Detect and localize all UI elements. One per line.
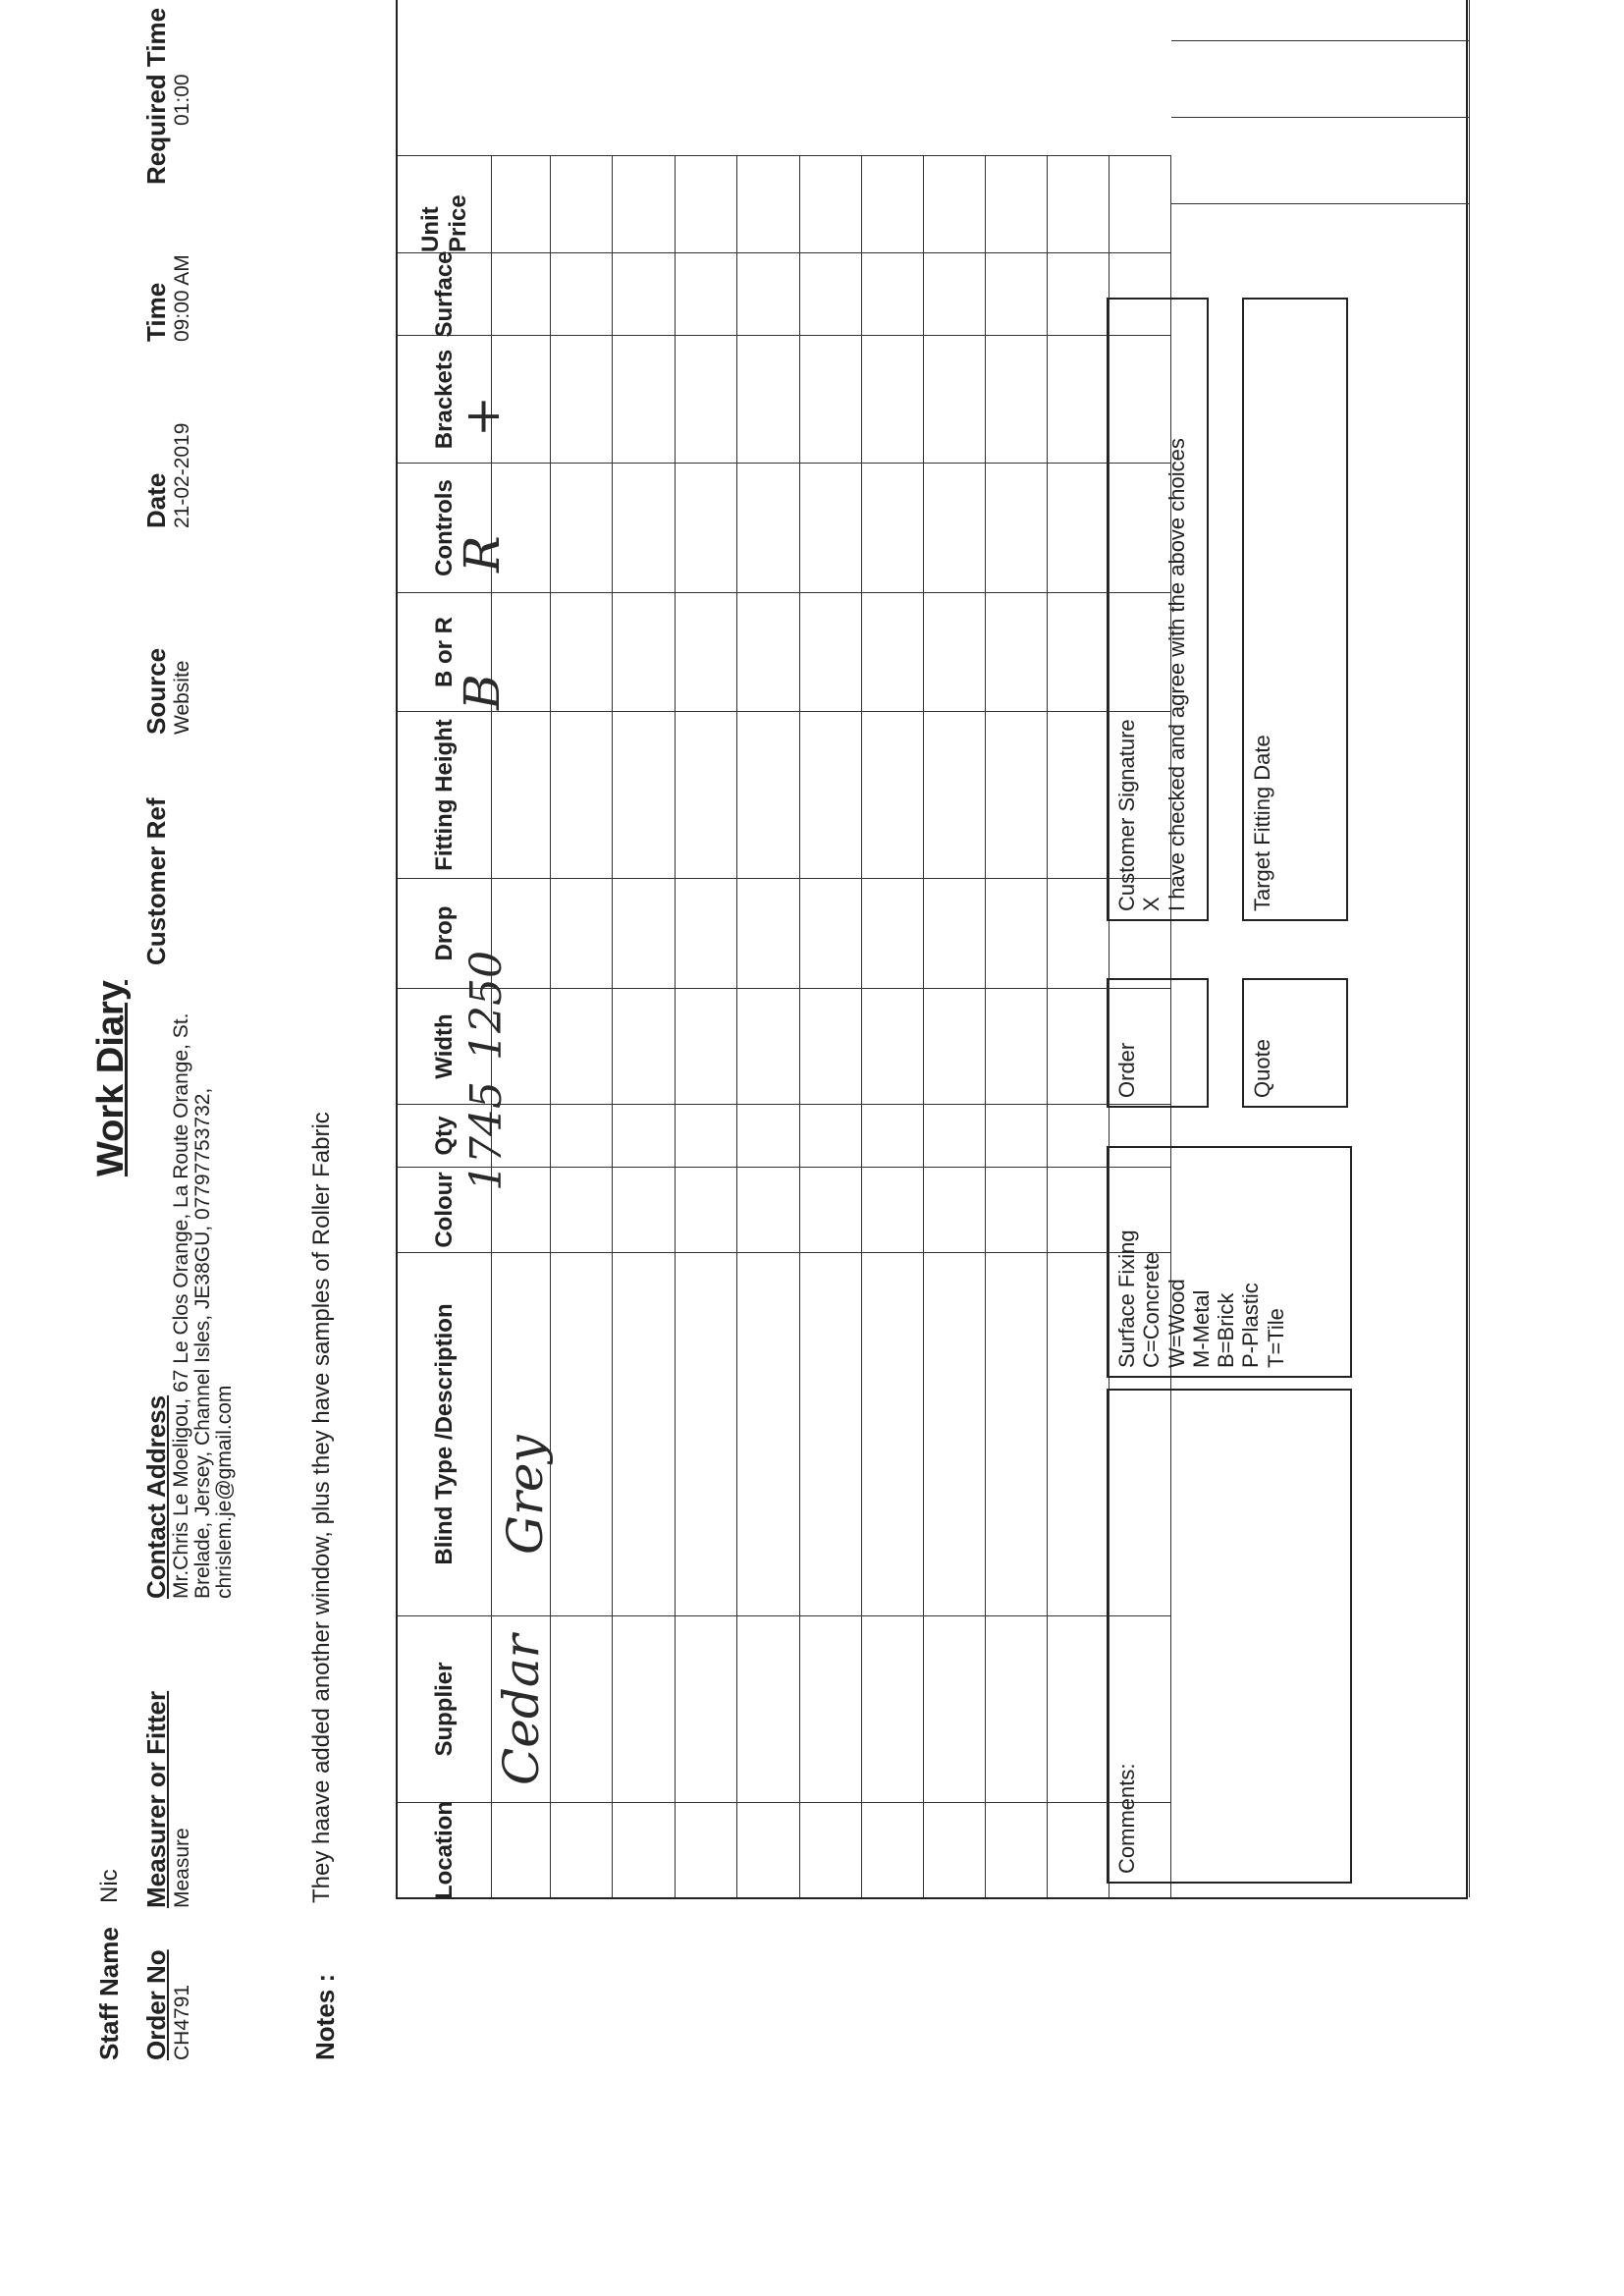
table-cell <box>862 335 924 463</box>
contact-address <box>171 1013 236 1599</box>
table-cell <box>737 711 800 878</box>
handwritten-colour: Grey <box>497 1435 554 1555</box>
table-cell <box>492 155 551 252</box>
table-cell <box>800 988 862 1104</box>
table-cell <box>551 988 613 1104</box>
table-cell <box>551 592 613 711</box>
table-cell <box>613 878 676 988</box>
table-cell <box>737 1167 800 1252</box>
table-cell <box>613 711 676 878</box>
table-cell <box>551 155 613 252</box>
table-cell <box>924 1167 986 1252</box>
table-cell <box>737 463 800 592</box>
order-box <box>1107 978 1209 1108</box>
table-cell <box>924 592 986 711</box>
column-header-fitting-height: Fitting Height <box>398 711 492 878</box>
table-cell <box>551 878 613 988</box>
table-cell <box>924 988 986 1104</box>
table-cell <box>1048 252 1110 335</box>
surface-fixing-line: M-Metal <box>1188 1289 1214 1368</box>
table-cell <box>1048 1167 1110 1252</box>
table-cell <box>737 1615 800 1802</box>
table-cell <box>800 155 862 252</box>
handwritten-drop: 1250 <box>461 951 512 1061</box>
table-cell <box>676 711 737 878</box>
staff-name-value: Nic <box>96 1869 123 1903</box>
handwritten-width: 1745 <box>461 1081 512 1191</box>
table-cell <box>862 463 924 592</box>
table-cell <box>800 463 862 592</box>
footer-divider <box>1171 40 1470 41</box>
order-label: Order <box>1114 1042 1139 1098</box>
required-time-label: Required Time <box>141 7 171 185</box>
page-title: Work Diary <box>90 980 132 1176</box>
signature-x: X <box>1139 897 1164 911</box>
table-cell <box>613 988 676 1104</box>
table-cell <box>924 1252 986 1615</box>
table-cell <box>676 335 737 463</box>
contact-line: chrislem.je@gmail.com <box>213 1385 236 1599</box>
contact-line: Mr.Chris Le Moeligou, 67 Le Clos Orange, La Route Orange, St. <box>170 1012 192 1599</box>
table-cell <box>862 1615 924 1802</box>
column-header-unit-price: Unit Price <box>398 155 492 252</box>
table-cell <box>551 1802 613 1897</box>
column-header-drop: Drop <box>398 878 492 988</box>
table-cell <box>613 252 676 335</box>
quote-box <box>1242 978 1348 1108</box>
staff-name-label: Staff Name <box>94 1927 124 2060</box>
column-header-blind-type: Blind Type /Description <box>398 1252 492 1615</box>
table-cell <box>986 878 1048 988</box>
table-cell <box>492 1252 551 1615</box>
table-cell <box>862 988 924 1104</box>
table-cell <box>1048 1802 1110 1897</box>
comments-label: Comments: <box>1114 1763 1139 1874</box>
surface-fixing-line: P-Plastic <box>1238 1283 1264 1368</box>
table-cell <box>862 878 924 988</box>
table-cell <box>551 1167 613 1252</box>
table-cell <box>676 1167 737 1252</box>
table-cell <box>737 155 800 252</box>
table-cell <box>924 1615 986 1802</box>
table-cell <box>737 988 800 1104</box>
table-cell <box>862 252 924 335</box>
table-cell <box>924 1104 986 1167</box>
table-cell <box>986 1252 1048 1615</box>
order-no-value: CH4791 <box>171 1984 193 2060</box>
table-cell <box>492 463 551 592</box>
table-cell <box>862 1104 924 1167</box>
table-cell <box>737 592 800 711</box>
table-cell <box>1048 1615 1110 1802</box>
date-value: 21-02-2019 <box>171 422 193 528</box>
table-cell <box>613 1104 676 1167</box>
quote-label: Quote <box>1250 1039 1274 1098</box>
table-cell <box>492 711 551 878</box>
notes-label: Notes : <box>310 1973 340 2060</box>
table-cell <box>800 1167 862 1252</box>
table-cell <box>862 1167 924 1252</box>
signature-agreement: I have checked and agree with the above choices <box>1164 438 1189 911</box>
table-cell <box>551 1615 613 1802</box>
table-cell <box>1048 988 1110 1104</box>
table-cell <box>1048 1252 1110 1615</box>
target-fitting-box <box>1242 298 1348 921</box>
table-cell <box>613 335 676 463</box>
table-cell <box>551 1252 613 1615</box>
table-cell <box>924 878 986 988</box>
table-cell <box>676 878 737 988</box>
table-cell <box>800 252 862 335</box>
table-cell <box>800 1615 862 1802</box>
table-cell <box>1048 878 1110 988</box>
table-cell <box>492 1802 551 1897</box>
table-cell <box>676 592 737 711</box>
footer-divider <box>1171 117 1470 118</box>
table-cell <box>551 252 613 335</box>
table-cell <box>676 1252 737 1615</box>
handwritten-b-or-r: B <box>454 674 511 710</box>
surface-fixing-line: Surface Fixing <box>1114 1230 1139 1368</box>
footer-divider <box>1171 203 1470 204</box>
column-header-location: Location <box>398 1802 492 1897</box>
signature-label: Customer Signature <box>1114 719 1139 911</box>
table-cell <box>613 1167 676 1252</box>
table-cell <box>800 1252 862 1615</box>
table-cell <box>800 1104 862 1167</box>
table-cell <box>800 335 862 463</box>
surface-fixing-line: C=Concrete <box>1139 1251 1164 1368</box>
table-cell <box>613 1615 676 1802</box>
surface-fixing-line: T=Tile <box>1263 1308 1288 1368</box>
table-cell <box>1048 592 1110 711</box>
handwritten-blind-type: Cedar <box>493 1634 550 1785</box>
table-cell <box>862 711 924 878</box>
time-label: Time <box>141 282 171 342</box>
column-header-supplier: Supplier <box>398 1615 492 1802</box>
source-value: Website <box>171 660 193 735</box>
table-cell <box>924 252 986 335</box>
table-cell <box>551 335 613 463</box>
contact-line: Brelade, Jersey, Channel Isles, JE38GU, 07797753732, <box>191 1087 214 1599</box>
surface-fixing-box <box>1107 1146 1352 1378</box>
table-cell <box>551 711 613 878</box>
table-cell <box>676 155 737 252</box>
table-cell <box>862 1252 924 1615</box>
handwritten-brackets: + <box>454 396 511 437</box>
column-header-controls: Controls <box>398 463 492 592</box>
source-label: Source <box>141 647 171 735</box>
column-header-surface: Surface <box>398 252 492 335</box>
customer-ref-label: Customer Ref <box>141 797 171 965</box>
date-label: Date <box>141 472 171 528</box>
table-cell <box>924 1802 986 1897</box>
table-cell <box>862 1802 924 1897</box>
table-cell <box>613 1252 676 1615</box>
table-cell <box>986 252 1048 335</box>
table-cell <box>551 463 613 592</box>
table-cell <box>800 878 862 988</box>
table-cell <box>613 1802 676 1897</box>
table-cell <box>986 592 1048 711</box>
time-value: 09:00 AM <box>171 254 193 342</box>
table-cell <box>800 711 862 878</box>
table-cell <box>800 592 862 711</box>
table-cell <box>924 711 986 878</box>
table-cell <box>737 1802 800 1897</box>
table-cell <box>676 1615 737 1802</box>
surface-fixing-line: W=Wood <box>1164 1279 1189 1368</box>
table-cell <box>986 1802 1048 1897</box>
column-header-colour: Colour <box>398 1167 492 1252</box>
table-cell <box>986 463 1048 592</box>
table-cell <box>1048 1104 1110 1167</box>
surface-fixing-line: B=Brick <box>1214 1292 1239 1368</box>
table-cell <box>986 711 1048 878</box>
table-cell <box>613 592 676 711</box>
customer-signature-box <box>1107 298 1209 921</box>
table-cell <box>986 988 1048 1104</box>
table-cell <box>737 252 800 335</box>
table-cell <box>1048 463 1110 592</box>
table-cell <box>737 1104 800 1167</box>
table-cell <box>862 592 924 711</box>
table-cell <box>1048 335 1110 463</box>
table-cell <box>613 155 676 252</box>
comments-box <box>1107 1389 1352 1884</box>
table-cell <box>986 155 1048 252</box>
table-cell <box>676 463 737 592</box>
table-cell <box>737 1252 800 1615</box>
table-cell <box>613 463 676 592</box>
measurer-value: Measure <box>171 1828 193 1908</box>
column-header-qty: Qty <box>398 1104 492 1167</box>
table-cell <box>676 1802 737 1897</box>
table-cell <box>1110 155 1171 252</box>
table-cell <box>676 988 737 1104</box>
table-cell <box>924 155 986 252</box>
table-cell <box>676 1104 737 1167</box>
table-cell <box>737 335 800 463</box>
table-cell <box>986 1104 1048 1167</box>
notes-text: They haave added another window, plus they have samples of Roller Fabric <box>308 1112 335 1903</box>
target-fitting-label: Target Fitting Date <box>1250 735 1274 911</box>
column-header-b-or-r: B or R <box>398 592 492 711</box>
table-cell <box>492 252 551 335</box>
column-header-brackets: Brackets <box>398 335 492 463</box>
table-cell <box>1048 711 1110 878</box>
table-cell <box>986 335 1048 463</box>
table-cell <box>986 1615 1048 1802</box>
table-cell <box>737 878 800 988</box>
table-cell <box>1048 155 1110 252</box>
contact-address-label: Contact Address <box>141 1394 171 1599</box>
table-cell <box>676 252 737 335</box>
order-no-label: Order No <box>141 1949 171 2060</box>
table-cell <box>800 1802 862 1897</box>
handwritten-controls: R <box>454 535 511 573</box>
table-cell <box>924 463 986 592</box>
table-cell <box>551 1104 613 1167</box>
measurer-label: Measurer or Fitter <box>141 1690 171 1908</box>
required-time-value: 01:00 <box>171 74 193 126</box>
table-cell <box>986 1167 1048 1252</box>
table-cell <box>924 335 986 463</box>
column-header-width: Width <box>398 988 492 1104</box>
table-cell <box>862 155 924 252</box>
